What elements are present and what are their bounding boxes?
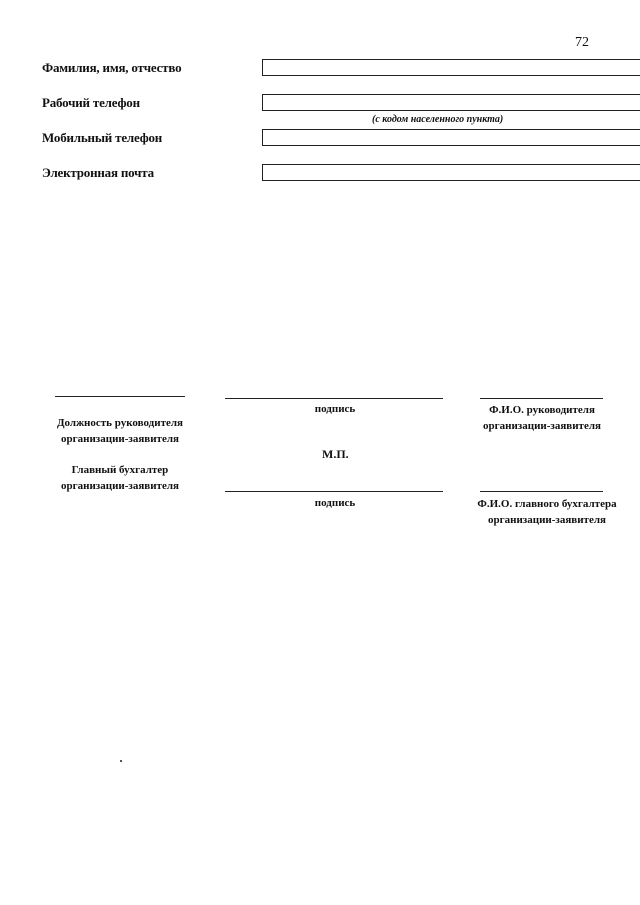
- full-name-field[interactable]: [262, 59, 640, 76]
- scan-speck: [120, 760, 122, 762]
- work-phone-label: Рабочий телефон: [42, 95, 140, 110]
- accountant-signature-line[interactable]: [225, 491, 443, 492]
- accountant-signature-caption: подпись: [314, 497, 356, 509]
- page-number: 72: [575, 35, 589, 50]
- accountant-name-caption: Ф.И.О. главного бухгалтера организации-заявителя: [477, 498, 617, 526]
- director-signature-caption: подпись: [314, 403, 356, 415]
- work-phone-field[interactable]: [262, 94, 640, 111]
- email-field[interactable]: [262, 164, 640, 181]
- mobile-phone-label: Мобильный телефон: [42, 130, 163, 145]
- full-name-label: Фамилия, имя, отчество: [42, 60, 182, 75]
- director-signature-line[interactable]: [225, 398, 443, 399]
- work-phone-hint: (с кодом населенного пункта): [372, 114, 504, 125]
- director-name-caption: Ф.И.О. руководителя организации-заявителя: [483, 404, 601, 432]
- mobile-phone-field[interactable]: [262, 129, 640, 146]
- email-label: Электронная почта: [42, 165, 154, 180]
- accountant-name-line[interactable]: [480, 491, 603, 492]
- director-name-line[interactable]: [480, 398, 603, 399]
- chief-accountant-label: Главный бухгалтер организации-заявителя: [61, 464, 179, 492]
- stamp-placeholder: М.П.: [322, 447, 349, 461]
- position-signature-line: [55, 396, 185, 397]
- director-position-label: Должность руководителя организации-заявителя: [56, 417, 183, 445]
